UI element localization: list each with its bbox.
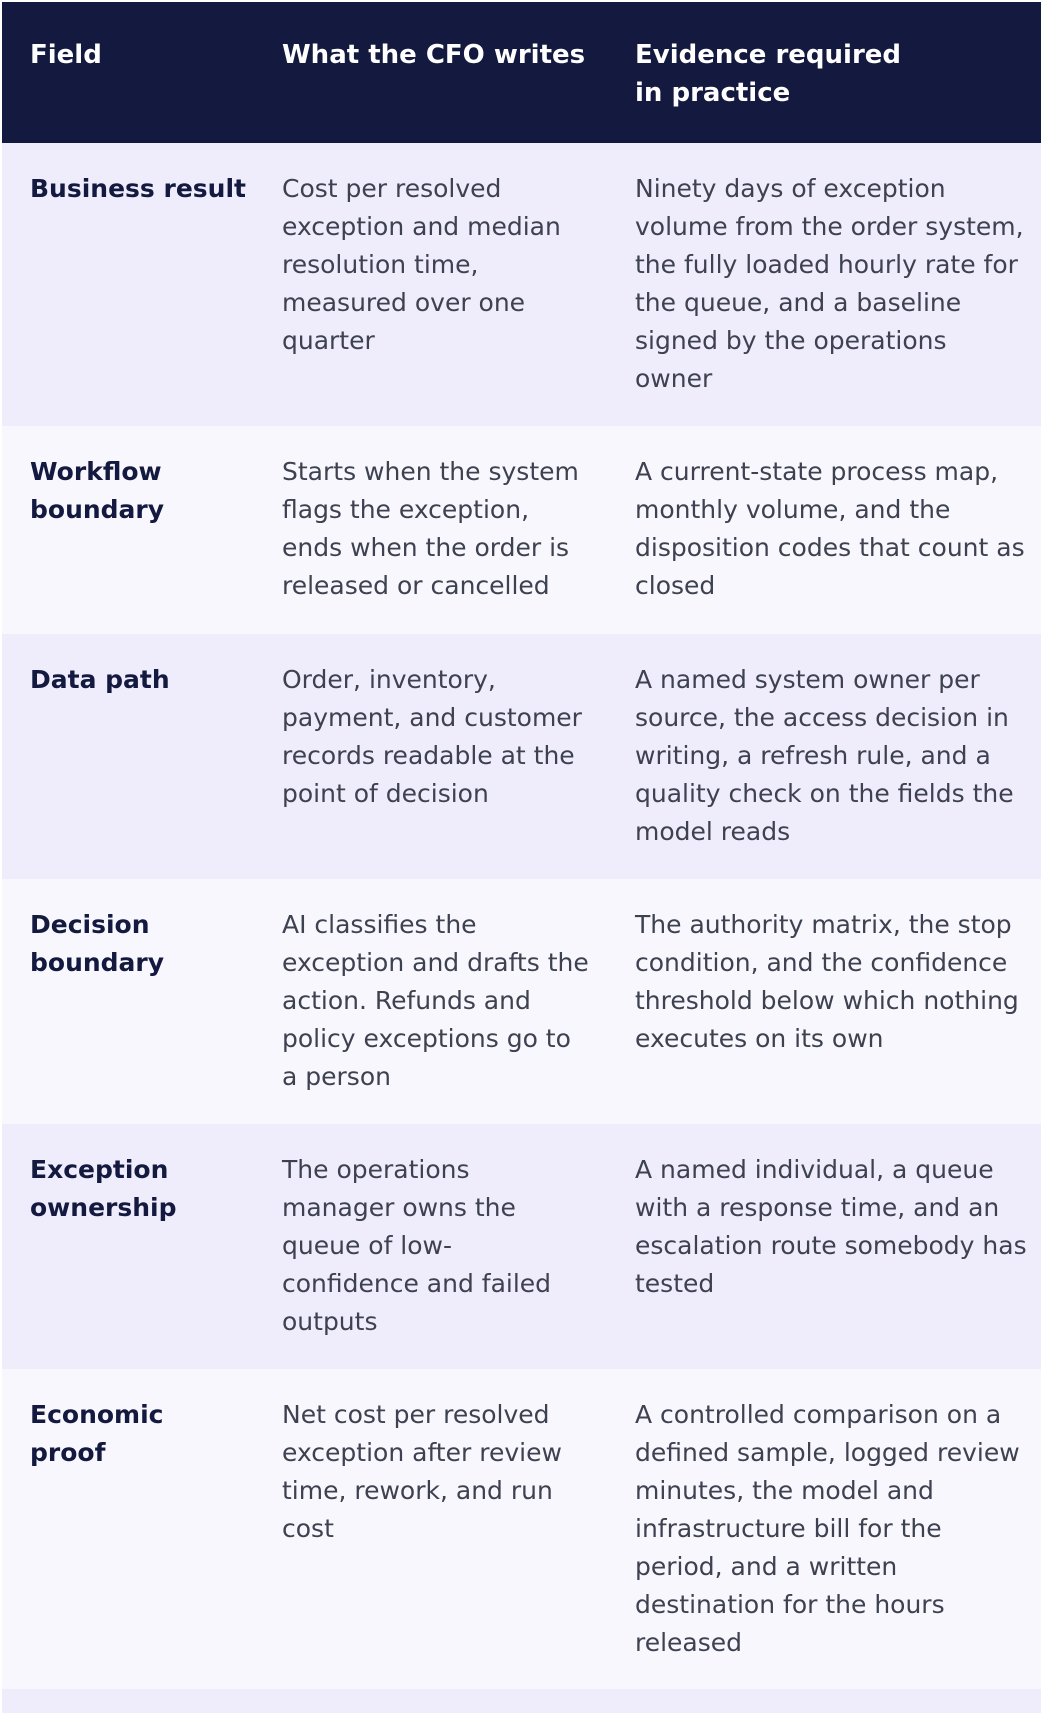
row-field-label: Data path xyxy=(30,665,170,694)
row-field-label: Economic proof xyxy=(30,1400,164,1467)
table-row-decision-boundary xyxy=(2,879,1041,1124)
row-field-label: Business result xyxy=(30,174,247,203)
row-cfo-text: The operations manager owns the queue of low-confidence and failed outputs xyxy=(282,1155,552,1336)
row-cfo-text: AI classifies the exception and drafts the action. Refunds and policy exceptions go to a person xyxy=(282,910,589,1091)
header-cfo-writes: What the CFO writes xyxy=(282,40,586,70)
header-field: Field xyxy=(30,40,102,70)
row-cfo-text: Order, inventory, payment, and customer records readable at the point of decision xyxy=(282,665,582,808)
row-cfo-text: Net cost per resolved exception after review time, rework, and run cost xyxy=(282,1400,562,1543)
table-row-business-result xyxy=(2,143,1041,426)
row-evidence-text: A named system owner per source, the access decision in writing, a refresh rule, and a quality check on the fields the model reads xyxy=(635,665,1014,846)
table-row-trailing xyxy=(2,1689,1041,1713)
row-cfo-text: Starts when the system flags the exception, ends when the order is released or cancelled xyxy=(282,457,579,600)
row-evidence-text: A named individual, a queue with a response time, and an escalation route somebody has tested xyxy=(635,1155,1027,1298)
row-evidence-text: Ninety days of exception volume from the order system, the fully loaded hourly rate for the queue, and a baseline signed by the operations owner xyxy=(635,174,1024,393)
row-evidence-text: A controlled comparison on a defined sample, logged review minutes, the model and infrastructure bill for the period, and a written destination for the hours released xyxy=(635,1400,1020,1657)
table-header-row xyxy=(2,2,1041,143)
table-row-workflow-boundary xyxy=(2,426,1041,634)
row-field-label: Workflow boundary xyxy=(30,457,165,524)
row-cfo-text: Cost per resolved exception and median resolution time, measured over one quarter xyxy=(282,174,561,355)
row-field-label: Exception ownership xyxy=(30,1155,177,1222)
header-evidence: Evidence required in practice xyxy=(635,40,902,108)
evidence-table xyxy=(2,2,1041,1713)
row-field-label: Decision boundary xyxy=(30,910,165,977)
row-evidence-text: The authority matrix, the stop condition, and the confidence threshold below which nothing executes on its own xyxy=(635,910,1019,1053)
table-row-data-path xyxy=(2,634,1041,879)
table-row-exception-ownership xyxy=(2,1124,1041,1369)
row-evidence-text: A current-state process map, monthly volume, and the disposition codes that count as closed xyxy=(635,457,1025,600)
table-row-economic-proof xyxy=(2,1369,1041,1689)
